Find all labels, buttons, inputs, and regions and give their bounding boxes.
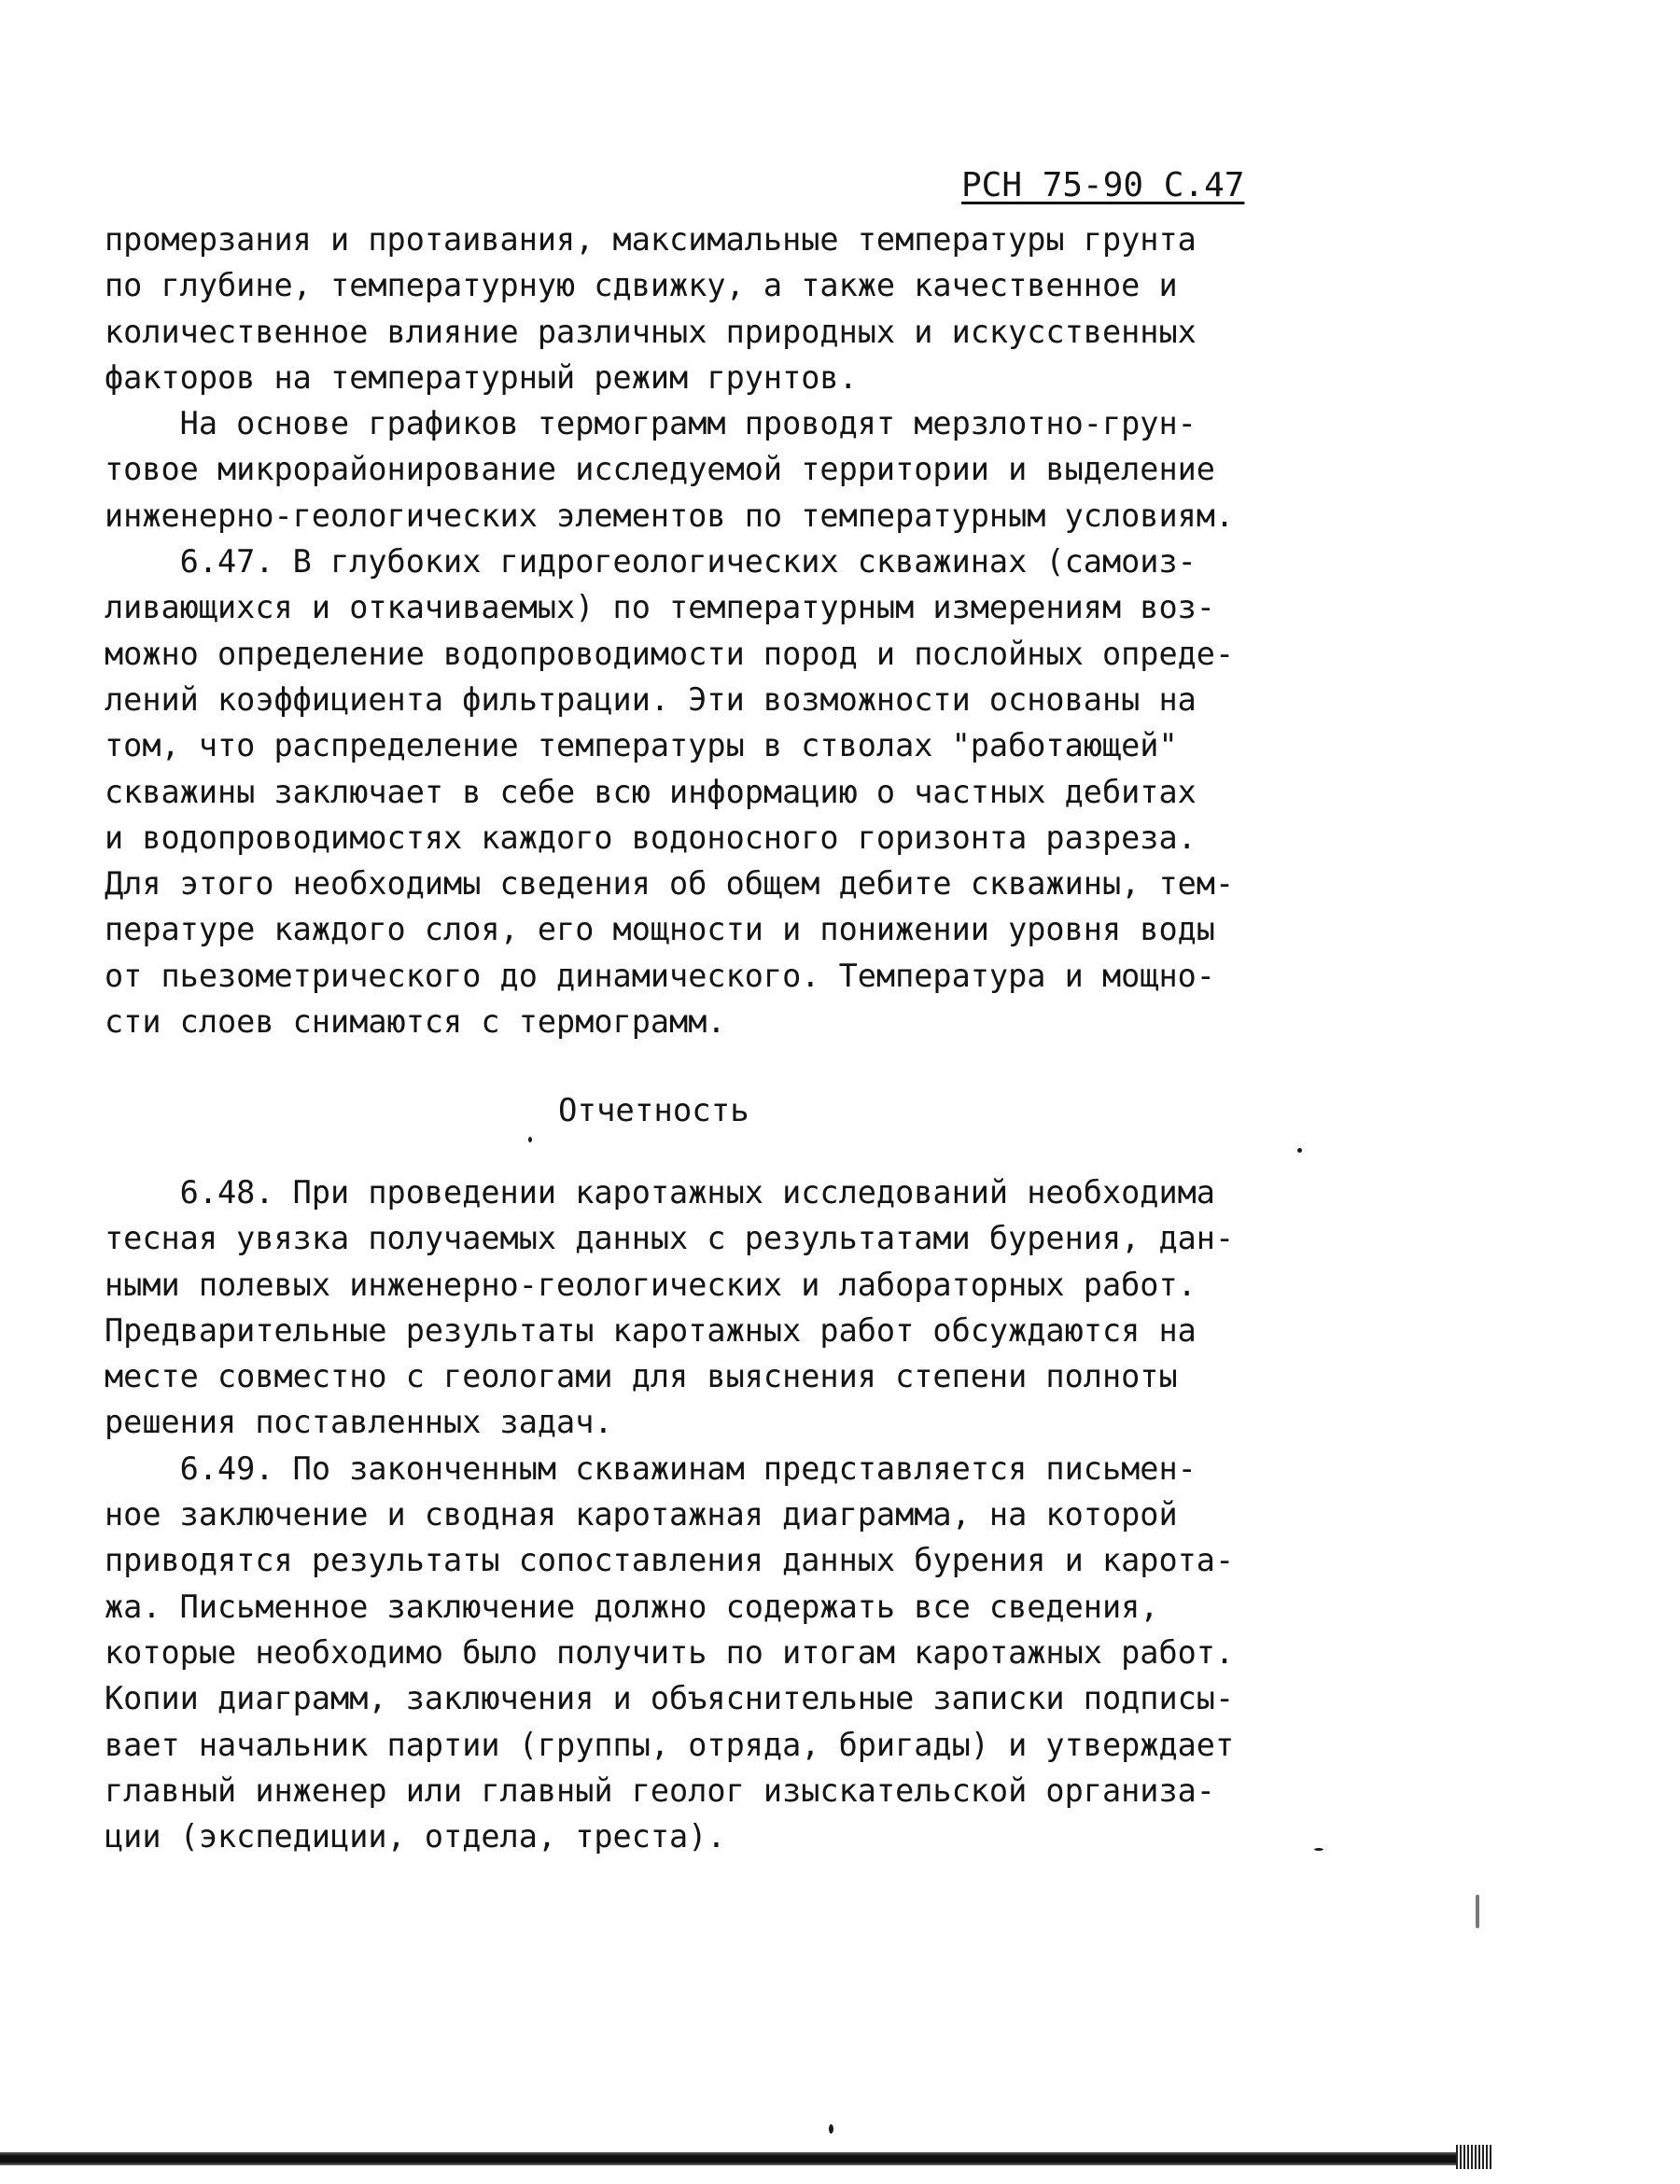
text-line: от пьезометрического до динамического. Температура и мощно- [105, 957, 1215, 994]
text-line: скважины заключает в себе всю информацию о частных дебитах [105, 773, 1197, 810]
page-header: РСН 75-90 С.47 [961, 166, 1245, 204]
text-line: по глубине, температурную сдвижку, а также качественное и [105, 267, 1178, 304]
text-line: ными полевых инженерно-геологических и лабораторных работ. [105, 1266, 1197, 1303]
text-line: можно определение водопроводимости пород и послойных опреде- [105, 635, 1235, 672]
text-line: приводятся результаты сопоставления данных бурения и карота- [105, 1542, 1235, 1579]
text-line: главный инженер или главный геолог изыскательской организа- [105, 1771, 1215, 1809]
text-line: количественное влияние различных природных и искусственных [105, 313, 1197, 350]
text-line: факторов на температурный режим грунтов. [105, 358, 858, 396]
text-line: жа. Письменное заключение должно содержать все сведения, [105, 1588, 1159, 1625]
text-line: На основе графиков термограмм проводят мерзлотно-грун- [105, 405, 1197, 442]
text-line: промерзания и протаивания, максимальные температуры грунта [105, 221, 1197, 258]
body-text-bottom [105, 1169, 1253, 1859]
text-line: Предварительные результаты каротажных работ обсуждаются на [105, 1311, 1197, 1349]
text-line: лений коэффициента фильтрации. Эти возможности основаны на [105, 680, 1197, 718]
text-line: месте совместно с геологами для выяснения степени полноты [105, 1358, 1178, 1395]
text-line: решения поставленных задач. [105, 1404, 613, 1441]
text-line: и водопроводимостях каждого водоносного горизонта разреза. [105, 819, 1197, 856]
scan-speck [829, 2124, 833, 2134]
text-line: ное заключение и сводная каротажная диаграмма, на которой [105, 1496, 1178, 1533]
text-line: Для этого необходимы сведения об общем дебите скважины, тем- [105, 865, 1235, 903]
text-line: которые необходимо было получить по итогам каротажных работ. [105, 1633, 1235, 1671]
text-line: Копии диаграмм, заключения и объяснительные записки подписы- [105, 1680, 1235, 1717]
text-line: 6.49. По законченным скважинам представляется письмен- [105, 1449, 1197, 1487]
body-text-top [105, 217, 1253, 1044]
text-line: ции (экспедиции, отдела, треста). [105, 1818, 726, 1855]
text-line: тесная увязка получаемых данных с результатами бурения, дан- [105, 1220, 1235, 1257]
text-line: пературе каждого слоя, его мощности и понижении уровня воды [105, 911, 1215, 948]
scan-speck [1314, 1848, 1323, 1851]
scan-speck [1297, 1148, 1302, 1153]
text-line: вает начальник партии (группы, отряда, бригады) и утверждает [105, 1726, 1235, 1763]
text-line: сти слоев снимаются с термограмм. [105, 1003, 726, 1041]
text-line: 6.47. В глубоких гидрогеологических скважинах (самоиз- [105, 543, 1197, 581]
scan-speck [1476, 1895, 1479, 1928]
section-heading: Отчетность [558, 1092, 749, 1129]
text-line: ливающихся и откачиваемых) по температурным измерениям воз- [105, 589, 1215, 626]
text-line: товое микрорайонирование исследуемой территории и выделение [105, 451, 1215, 488]
bottom-rule [0, 2152, 1493, 2165]
bottom-rule-edge [1456, 2145, 1493, 2169]
scan-speck [528, 1137, 532, 1142]
text-line: том, что распределение температуры в стволах "работающей" [105, 727, 1178, 764]
text-line: 6.48. При проведении каротажных исследований необходима [105, 1174, 1215, 1211]
text-line: инженерно-геологических элементов по температурным условиям. [105, 497, 1235, 534]
